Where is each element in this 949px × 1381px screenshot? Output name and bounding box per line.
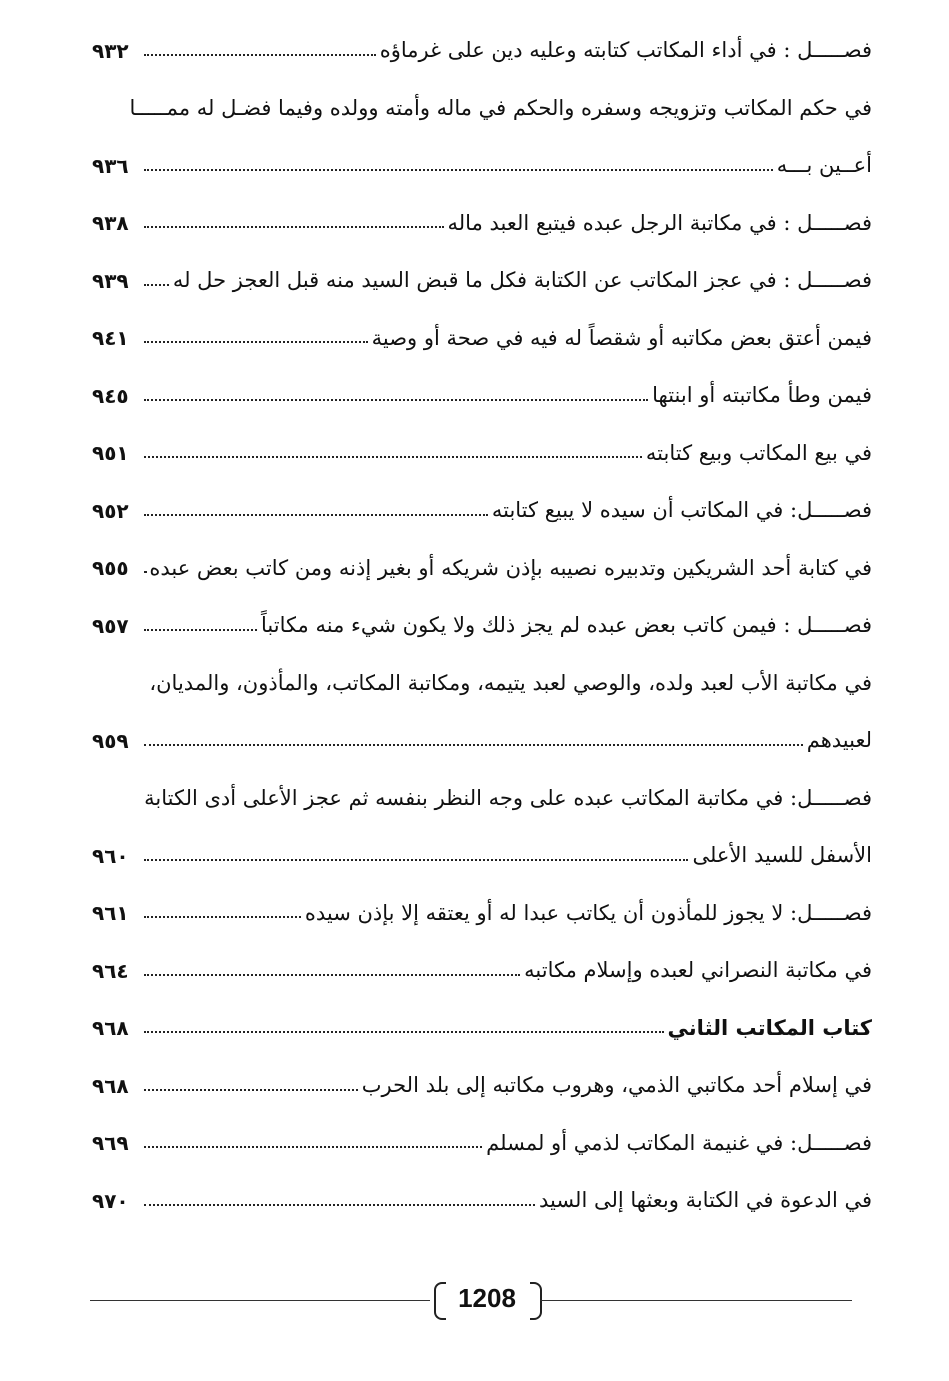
- dot-leader: [144, 1089, 358, 1091]
- toc-entry-title: في مكاتبة النصراني لعبده وإسلام مكاتبه: [524, 958, 872, 983]
- footer-rule-right: [540, 1300, 852, 1301]
- toc-entry-page: ٩٥٥: [92, 556, 129, 581]
- toc-entry: [92, 310, 872, 368]
- dot-leader: [144, 169, 773, 171]
- toc-entry-page: ٩٣٦: [92, 153, 129, 178]
- toc-entry-title: فصـــــل: في مكاتبة المكاتب عبده على وجه النظر بنفسه ثم عجز الأعلى أدى الكتابة: [144, 785, 872, 810]
- toc-entry-title: فصـــــل: في المكاتب أن سيده لا يبيع كتابته: [491, 498, 872, 523]
- dot-leader: [144, 514, 488, 516]
- toc-entry-continuation: [92, 712, 872, 770]
- toc-entry-page: ٩٤٥: [92, 383, 129, 408]
- toc-entry: [92, 942, 872, 1000]
- toc-entry: [92, 425, 872, 483]
- footer-rule-left: [90, 1300, 430, 1301]
- toc-entry-page: ٩٥٧: [92, 613, 129, 638]
- dot-leader: [144, 916, 301, 918]
- toc-entry: [92, 367, 872, 425]
- toc-entry: [92, 22, 872, 80]
- toc-entry: [92, 1172, 872, 1230]
- toc-entry-title: أعــين بـــه: [776, 153, 872, 178]
- toc-entry-title: الأسفل للسيد الأعلى: [692, 843, 872, 868]
- dot-leader: [144, 284, 169, 286]
- footer-bracket-right: [530, 1282, 542, 1320]
- toc-entry-title: فصـــــل : في مكاتبة الرجل عبده فيتبع العبد ماله: [447, 210, 872, 235]
- toc-entry: [92, 1115, 872, 1173]
- toc-entry-page: ٩٦٨: [92, 1016, 129, 1041]
- dot-leader: [144, 571, 145, 573]
- toc-entry-page: ٩٣٩: [92, 268, 129, 293]
- toc-entry-page: ٩٥٩: [92, 728, 129, 753]
- page-footer: [90, 1282, 852, 1318]
- toc-entry-title: في كتابة أحد الشريكين وتدبيره نصيبه بإذن شريكه أو بغير إذنه ومن كاتب بعض عبده: [149, 555, 872, 580]
- toc-entry-page: ٩٦٨: [92, 1073, 129, 1098]
- toc-entry-page: ٩٥١: [92, 441, 129, 466]
- toc-entry: [92, 655, 872, 713]
- toc-entry-page: ٩٣٢: [92, 38, 129, 63]
- toc-entry-title: فصـــــل : في أداء المكاتب كتابته وعليه دين على غرماؤه: [379, 38, 872, 63]
- toc-entry-title: فصـــــل: لا يجوز للمأذون أن يكاتب عبدا له أو يعتقه إلا بإذن سيده: [304, 900, 872, 925]
- toc-entry-title: فصـــــل : فيمن كاتب بعض عبده لم يجز ذلك ولا يكون شيء منه مكاتباً: [260, 613, 872, 638]
- toc-entry-title: في حكم المكاتب وتزويجه وسفره والحكم في ماله وأمته وولده وفيما فضـل له ممـــــا: [129, 95, 872, 120]
- toc-entry: [92, 252, 872, 310]
- toc-entry-page: ٩٥٢: [92, 498, 129, 523]
- toc-entry-title: فيمن أعتق بعض مكاتبه أو شقصاً له فيه في صحة أو وصية: [371, 325, 872, 350]
- dot-leader: [144, 1146, 482, 1148]
- table-of-contents: [92, 22, 872, 1230]
- toc-entry-title: فصـــــل : في عجز المكاتب عن الكتابة فكل ما قبض السيد منه قبل العجز حل له: [172, 268, 872, 293]
- dot-leader: [144, 54, 376, 56]
- toc-entry-page: ٩٦٩: [92, 1131, 129, 1156]
- dot-leader: [144, 859, 688, 861]
- dot-leader: [144, 399, 648, 401]
- toc-entry-title: في إسلام أحد مكاتبي الذمي، وهروب مكاتبه إلى بلد الحرب: [361, 1073, 872, 1098]
- toc-entry: [92, 885, 872, 943]
- toc-entry-page: ٩٣٨: [92, 211, 129, 236]
- toc-entry: [92, 597, 872, 655]
- toc-entry-page: ٩٧٠: [92, 1188, 129, 1213]
- footer-bracket-left: [434, 1282, 446, 1320]
- dot-leader: [144, 1204, 535, 1206]
- toc-entry-page: ٩٤١: [92, 326, 129, 351]
- page-number: 1208: [458, 1283, 516, 1313]
- toc-entry-title: في الدعوة في الكتابة وبعثها إلى السيد: [538, 1188, 872, 1213]
- toc-entry: [92, 540, 872, 598]
- toc-entry: [92, 770, 872, 828]
- toc-book-heading: [92, 1000, 872, 1058]
- toc-entry-continuation: [92, 827, 872, 885]
- toc-entry-title: فيمن وطأ مكاتبته أو ابنتها: [652, 383, 872, 408]
- toc-entry-page: ٩٦١: [92, 901, 129, 926]
- toc-entry: [92, 1057, 872, 1115]
- toc-entry-continuation: [92, 137, 872, 195]
- dot-leader: [144, 744, 803, 746]
- toc-entry-title: كتاب المكاتب الثاني: [667, 1015, 872, 1040]
- dot-leader: [144, 456, 642, 458]
- toc-entry-title: فصـــــل: في غنيمة المكاتب لذمي أو لمسلم: [486, 1130, 872, 1155]
- toc-entry-page: ٩٦٤: [92, 958, 129, 983]
- toc-entry-title: في بيع المكاتب وبيع كتابته: [645, 440, 872, 465]
- dot-leader: [144, 341, 368, 343]
- toc-entry-title: لعبيدهم: [806, 728, 872, 753]
- toc-entry: [92, 482, 872, 540]
- dot-leader: [144, 1031, 664, 1033]
- dot-leader: [144, 974, 520, 976]
- dot-leader: [144, 226, 444, 228]
- toc-entry-title: في مكاتبة الأب لعبد ولده، والوصي لعبد يتيمه، ومكاتبة المكاتب، والمأذون، والمديان،: [149, 670, 872, 695]
- toc-entry: [92, 80, 872, 138]
- toc-entry-page: ٩٦٠: [92, 843, 129, 868]
- dot-leader: [144, 629, 257, 631]
- toc-entry: [92, 195, 872, 253]
